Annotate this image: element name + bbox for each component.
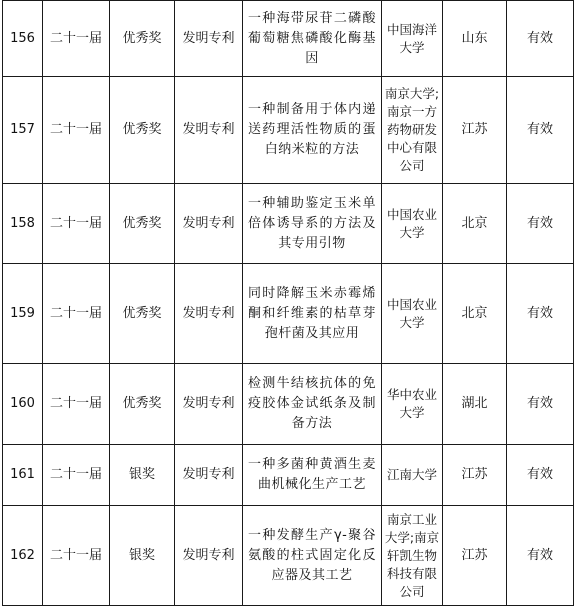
- table-row: [3, 77, 574, 184]
- region-cell: 湖北: [443, 364, 507, 445]
- project-cell: 一种辅助鉴定玉米单倍体诱导系的方法及其专用引物: [243, 184, 382, 264]
- table-row: [3, 364, 574, 445]
- type-cell: 发明专利: [175, 445, 243, 506]
- status-cell: 有效: [507, 77, 574, 184]
- table-row: [3, 506, 574, 606]
- session-cell: 二十一届: [43, 77, 110, 184]
- project-cell: 检测牛结核抗体的免疫胶体金试纸条及制备方法: [243, 364, 382, 445]
- unit-cell: 南京工业大学;南京轩凯生物科技有限公司: [382, 506, 443, 606]
- award-cell: 优秀奖: [110, 364, 175, 445]
- status-cell: 有效: [507, 364, 574, 445]
- session-cell: 二十一届: [43, 184, 110, 264]
- type-cell: 发明专利: [175, 264, 243, 364]
- session-cell: 二十一届: [43, 1, 110, 77]
- session-cell: 二十一届: [43, 264, 110, 364]
- project-cell: 一种制备用于体内递送药理活性物质的蛋白纳米粒的方法: [243, 77, 382, 184]
- region-cell: 北京: [443, 184, 507, 264]
- row-number: 160: [3, 364, 43, 445]
- region-cell: 山东: [443, 1, 507, 77]
- award-cell: 银奖: [110, 445, 175, 506]
- status-cell: 有效: [507, 1, 574, 77]
- award-cell: 优秀奖: [110, 1, 175, 77]
- unit-cell: 中国农业大学: [382, 184, 443, 264]
- table-row: [3, 445, 574, 506]
- session-cell: 二十一届: [43, 445, 110, 506]
- status-cell: 有效: [507, 506, 574, 606]
- project-cell: 同时降解玉米赤霉烯酮和纤维素的枯草芽孢杆菌及其应用: [243, 264, 382, 364]
- session-cell: 二十一届: [43, 364, 110, 445]
- type-cell: 发明专利: [175, 1, 243, 77]
- project-cell: 一种发酵生产γ-聚谷氨酸的柱式固定化反应器及其工艺: [243, 506, 382, 606]
- award-table: [2, 0, 574, 606]
- region-cell: 江苏: [443, 77, 507, 184]
- table-row: [3, 184, 574, 264]
- award-cell: 优秀奖: [110, 184, 175, 264]
- unit-cell: 南京大学;南京一方药物研发中心有限公司: [382, 77, 443, 184]
- row-number: 158: [3, 184, 43, 264]
- type-cell: 发明专利: [175, 364, 243, 445]
- unit-cell: 中国农业大学: [382, 264, 443, 364]
- status-cell: 有效: [507, 445, 574, 506]
- table-row: [3, 264, 574, 364]
- row-number: 156: [3, 1, 43, 77]
- unit-cell: 江南大学: [382, 445, 443, 506]
- status-cell: 有效: [507, 264, 574, 364]
- type-cell: 发明专利: [175, 77, 243, 184]
- row-number: 157: [3, 77, 43, 184]
- region-cell: 江苏: [443, 506, 507, 606]
- award-cell: 优秀奖: [110, 264, 175, 364]
- unit-cell: 华中农业大学: [382, 364, 443, 445]
- status-cell: 有效: [507, 184, 574, 264]
- award-cell: 银奖: [110, 506, 175, 606]
- unit-cell: 中国海洋大学: [382, 1, 443, 77]
- region-cell: 北京: [443, 264, 507, 364]
- row-number: 162: [3, 506, 43, 606]
- row-number: 161: [3, 445, 43, 506]
- region-cell: 江苏: [443, 445, 507, 506]
- table-row: [3, 1, 574, 77]
- session-cell: 二十一届: [43, 506, 110, 606]
- award-cell: 优秀奖: [110, 77, 175, 184]
- project-cell: 一种海带尿苷二磷酸葡萄糖焦磷酸化酶基因: [243, 1, 382, 77]
- type-cell: 发明专利: [175, 506, 243, 606]
- row-number: 159: [3, 264, 43, 364]
- project-cell: 一种多菌种黄酒生麦曲机械化生产工艺: [243, 445, 382, 506]
- type-cell: 发明专利: [175, 184, 243, 264]
